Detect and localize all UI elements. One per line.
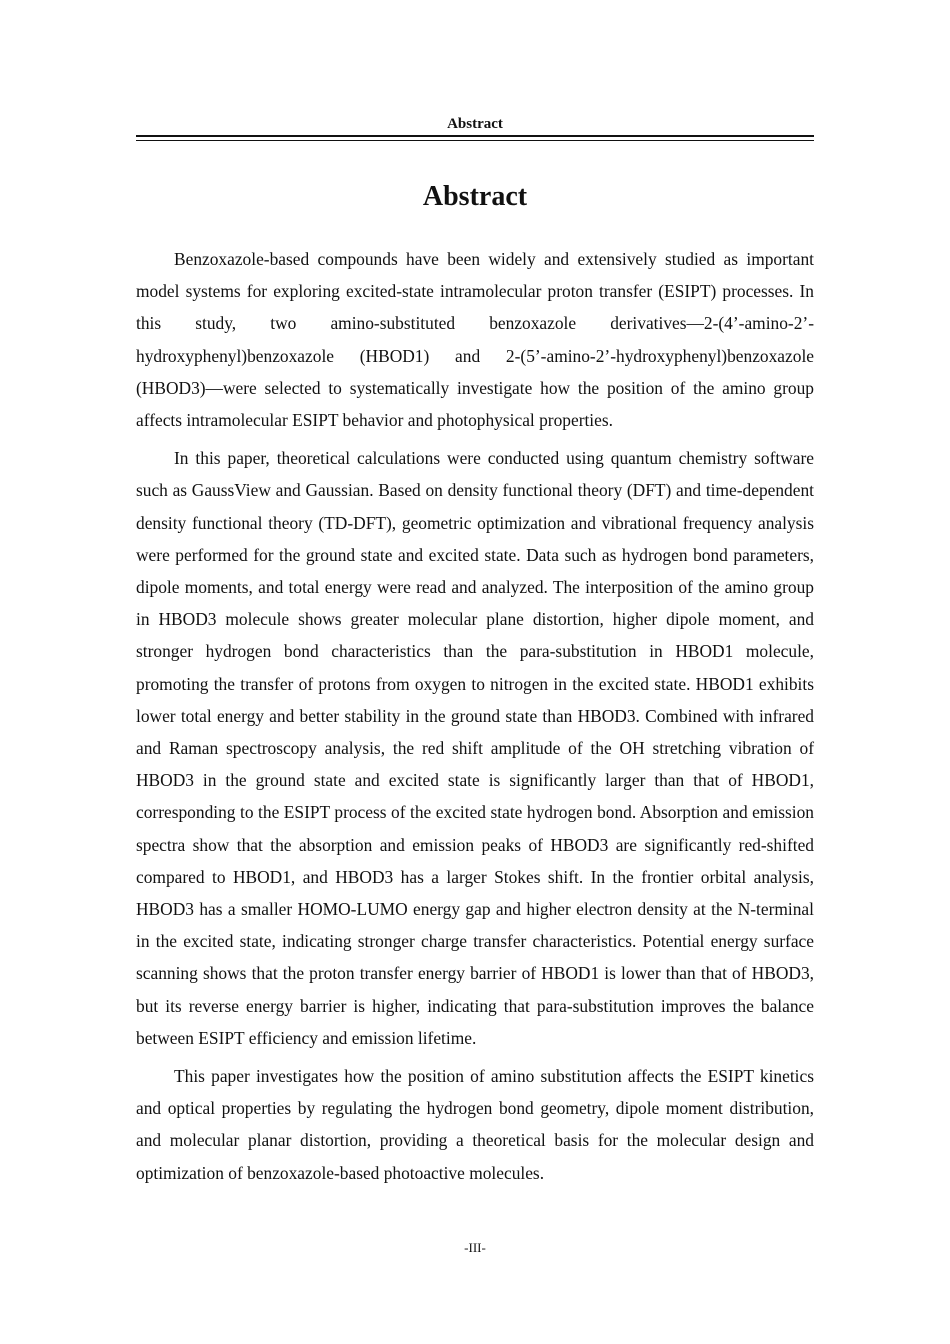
- paragraph-2: In this paper, theoretical calculations were conducted using quantum chemistry software such as GaussView and Gaussian. Based on density functional theory (DFT) and time-dependent density functional theory (TD-DFT), geometric optimization and vibrational frequency analysis were performed for the ground state and excited state. Data such as hydrogen bond parameters, dipole moments, and total energy were read and analyzed. The interposition of the amino group in HBOD3 molecule shows greater molecular plane distortion, higher dipole moment, and stronger hydrogen bond characteristics than the para-substitution in HBOD1 molecule, promoting the transfer of protons from oxygen to nitrogen in the excited state. HBOD1 exhibits lower total energy and better stability in the ground state than HBOD3. Combined with infrared and Raman spectroscopy analysis, the red shift amplitude of the OH stretching vibration of HBOD3 in the ground state and excited state is significantly larger than that of HBOD1, corresponding to the ESIPT process of the excited state hydrogen bond. Absorption and emission spectra show that the absorption and emission peaks of HBOD3 are significantly red-shifted compared to HBOD1, and HBOD3 has a larger Stokes shift. In the frontier orbital analysis, HBOD3 has a smaller HOMO-LUMO energy gap and higher electron density at the N-terminal in the excited state, indicating stronger charge transfer characteristics. Potential energy surface scanning shows that the proton transfer energy barrier of HBOD1 is lower than that of HBOD3, but its reverse energy barrier is higher, indicating that para-substitution improves the balance between ESIPT efficiency and emission lifetime.: [136, 448, 814, 1048]
- header-rule-thick: [136, 135, 814, 137]
- paragraph-1: Benzoxazole-based compounds have been widely and extensively studied as important model systems for exploring excited-state intramolecular proton transfer (ESIPT) processes. In this study, two amino-substituted benzoxazole derivatives—2-(4’-amino-2’-hydroxyphenyl)benzoxazole (HBOD1) and 2-(5’-amino-2’-hydroxyphenyl)benzoxazole (HBOD3)—were selected to systematically investigate how the position of the amino group affects intramolecular ESIPT behavior and photophysical properties.: [136, 249, 814, 431]
- abstract-body: [136, 243, 814, 1195]
- running-header: Abstract: [447, 116, 503, 132]
- header-rule-thin: [136, 140, 814, 141]
- page-title: Abstract: [422, 181, 528, 212]
- page-number: -III-: [464, 1240, 486, 1255]
- paragraph-3: This paper investigates how the position of amino substitution affects the ESIPT kinetics and optical properties by regulating the hydrogen bond geometry, dipole moment distribution, and molecular planar distortion, providing a theoretical basis for the molecular design and optimization of benzoxazole-based photoactive molecules.: [136, 1066, 814, 1183]
